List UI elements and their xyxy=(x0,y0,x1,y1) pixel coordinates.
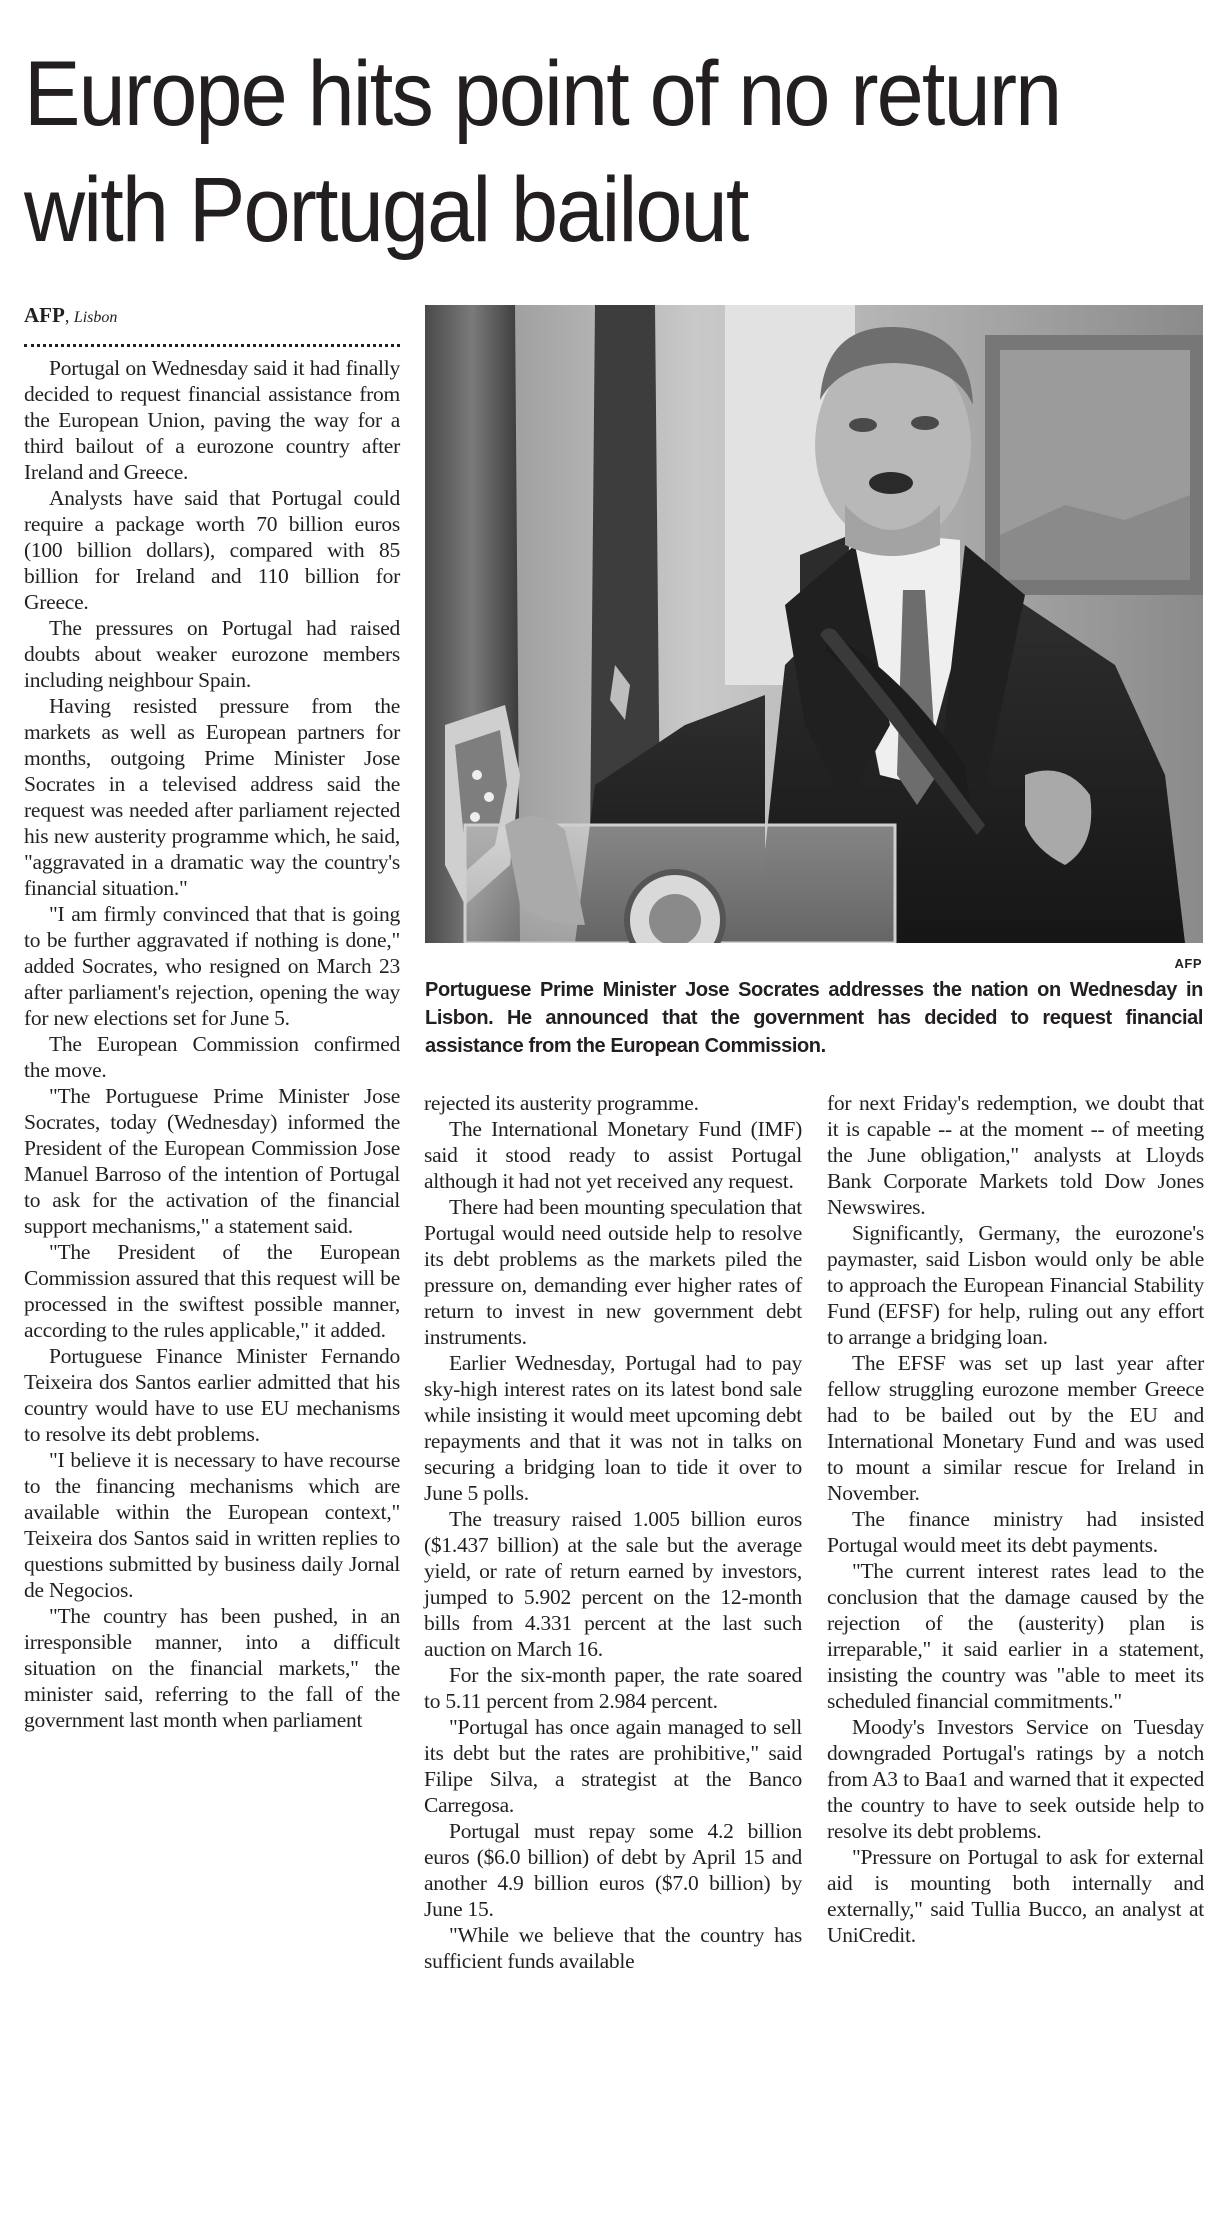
paragraph: "I am firmly convinced that that is going to be further aggravated if nothing is done," added Socrates, who resigned on March 23 after parliament's rejection, opening the way for new elections set for June 5. xyxy=(24,902,400,1030)
paragraph: "The President of the European Commission assured that this request will be processed in the swiftest possible manner, according to the rules applicable," it added. xyxy=(24,1240,400,1342)
paragraph: The International Monetary Fund (IMF) said it stood ready to assist Portugal although it had not yet received any request. xyxy=(424,1117,802,1193)
article-column-3 xyxy=(827,1090,1204,1948)
paragraph: "While we believe that the country has sufficient funds available xyxy=(424,1923,802,1973)
paragraph: Significantly, Germany, the eurozone's paymaster, said Lisbon would only be able to approach the European Financial Stability Fund (EFSF) for help, ruling out any effort to arrange a bridging loan. xyxy=(827,1221,1204,1349)
article-column-2 xyxy=(424,1090,802,1974)
article-column-1 xyxy=(24,355,400,1733)
headline: Europe hits point of no return with Portugal bailout xyxy=(24,43,1061,261)
photo-illustration xyxy=(425,305,1203,943)
paragraph: Having resisted pressure from the markets as well as European partners for months, outgoing Prime Minister Jose Socrates in a televised address said the request was needed after parliament rejected his new austerity programme which, he said, "aggravated in a dramatic way the country's financial situation." xyxy=(24,694,400,900)
paragraph: The finance ministry had insisted Portugal would meet its debt payments. xyxy=(827,1507,1204,1557)
paragraph: Moody's Investors Service on Tuesday downgraded Portugal's ratings by a notch from A3 to Baa1 and warned that it expected the country to have to seek outside help to resolve its debt problems. xyxy=(827,1715,1204,1843)
paragraph: Portuguese Finance Minister Fernando Teixeira dos Santos earlier admitted that his country would have to use EU mechanisms to resolve its debt problems. xyxy=(24,1344,400,1446)
photo-caption: Portuguese Prime Minister Jose Socrates addresses the nation on Wednesday in Lisbon. He announced that the government has decided to request financial assistance from the European Commission. xyxy=(425,979,1203,1057)
dotted-divider xyxy=(24,344,400,347)
paragraph: Analysts have said that Portugal could require a package worth 70 billion euros (100 billion dollars), compared with 85 billion for Ireland and 110 billion for Greece. xyxy=(24,486,400,614)
paragraph: The pressures on Portugal had raised doubts about weaker eurozone members including neighbour Spain. xyxy=(24,616,400,692)
paragraph: "Pressure on Portugal to ask for external aid is mounting both internally and externally," said Tullia Bucco, an analyst at UniCredit. xyxy=(827,1845,1204,1947)
paragraph: For the six-month paper, the rate soared to 5.11 percent from 2.984 percent. xyxy=(424,1663,802,1713)
paragraph: rejected its austerity programme. xyxy=(424,1091,699,1115)
paragraph: "The current interest rates lead to the conclusion that the damage caused by the rejection of the (austerity) plan is irreparable," it said earlier in a statement, insisting the country was "able to meet its scheduled financial commitments." xyxy=(827,1559,1204,1713)
paragraph: The EFSF was set up last year after fellow struggling eurozone member Greece had to be bailed out by the EU and International Monetary Fund and was used to mount a similar rescue for Ireland in November. xyxy=(827,1351,1204,1505)
paragraph: Earlier Wednesday, Portugal had to pay sky-high interest rates on its latest bond sale while insisting it would meet upcoming debt repayments and that it was not in talks on securing a bridging loan to tide it over to June 5 polls. xyxy=(424,1351,802,1505)
paragraph: "Portugal has once again managed to sell its debt but the rates are prohibitive," said Filipe Silva, a strategist at the Banco Carregosa. xyxy=(424,1715,802,1817)
byline-location: Lisbon xyxy=(73,309,118,326)
paragraph: There had been mounting speculation that Portugal would need outside help to resolve its debt problems as the markets piled the pressure on, demanding ever higher rates of return to invest in new government debt instruments. xyxy=(424,1195,802,1349)
paragraph: Portugal on Wednesday said it had finally decided to request financial assistance from the European Union, paving the way for a third bailout of a eurozone country after Ireland and Greece. xyxy=(24,356,400,484)
paragraph: The European Commission confirmed the move. xyxy=(24,1032,400,1082)
paragraph: for next Friday's redemption, we doubt that it is capable -- at the moment -- of meeting the June obligation," analysts at Lloyds Bank Corporate Markets told Dow Jones Newswires. xyxy=(827,1091,1204,1219)
news-photo xyxy=(425,305,1203,943)
paragraph: "I believe it is necessary to have recourse to the financing mechanisms which are available within the European context," Teixeira dos Santos said in written replies to questions submitted by business daily Jornal de Negocios. xyxy=(24,1448,400,1602)
paragraph: Portugal must repay some 4.2 billion euros ($6.0 billion) of debt by April 15 and another 4.9 billion euros ($7.0 billion) by June 15. xyxy=(424,1819,802,1921)
byline: AFP, Lisbon xyxy=(24,303,118,327)
paragraph: "The Portuguese Prime Minister Jose Socrates, today (Wednesday) informed the President of the European Commission Jose Manuel Barroso of the intention of Portugal to ask for the activation of the financial support mechanisms," a statement said. xyxy=(24,1084,400,1238)
paragraph: The treasury raised 1.005 billion euros ($1.437 billion) at the sale but the average yield, or rate of return earned by investors, jumped to 5.902 percent on the 12-month bills from 4.331 percent at the last such auction on March 16. xyxy=(424,1507,802,1661)
paragraph: "The country has been pushed, in an irresponsible manner, into a difficult situation on the financial markets," the minister said, referring to the fall of the government last month when parliament xyxy=(24,1604,400,1732)
byline-source: AFP xyxy=(24,303,65,327)
photo-credit: AFP xyxy=(1174,956,1202,971)
